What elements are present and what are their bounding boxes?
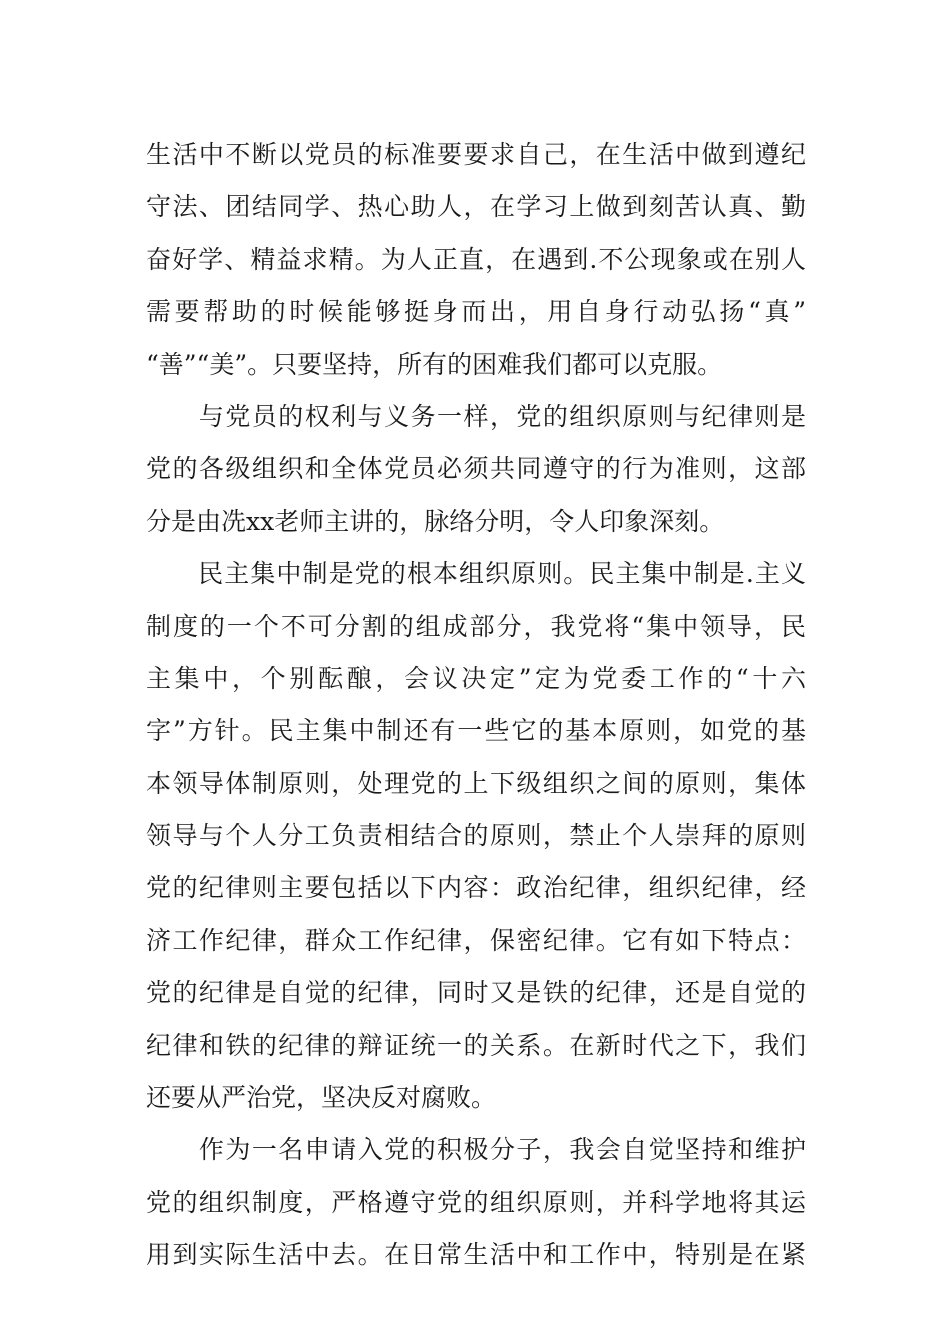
text-line: 奋好学、精益求精。为人正直，在遇到.不公现象或在别人 xyxy=(146,244,806,274)
text-line: 作为一名申请入党的积极分子，我会自觉坚持和维护 xyxy=(146,1135,806,1165)
text-line: “善”“美”。只要坚持，所有的困难我们都可以克服。 xyxy=(146,349,723,379)
text-line: 本领导体制原则，处理党的上下级组织之间的原则，集体 xyxy=(146,768,806,798)
text-line: 守法、团结同学、热心助人，在学习上做到刻苦认真、勤 xyxy=(146,192,806,222)
text-line: 分是由冼xx老师主讲的，脉络分明，令人印象深刻。 xyxy=(146,506,725,536)
text-line: 需要帮助的时候能够挺身而出，用自身行动弘扬“真” xyxy=(146,297,806,327)
text-line: 制度的一个不可分割的组成部分，我党将“集中领导，民 xyxy=(146,611,806,641)
body-text xyxy=(146,129,806,1282)
text-line: 与党员的权利与义务一样，党的组织原则与纪律则是 xyxy=(146,401,806,431)
text-line: 还要从严治党，坚决反对腐败。 xyxy=(146,1083,497,1113)
text-line: 生活中不断以党员的标准要要求自己，在生活中做到遵纪 xyxy=(146,140,806,169)
text-line: 用到实际生活中去。在日常生活中和工作中，特别是在紧 xyxy=(146,1240,806,1270)
text-line: 党的各级组织和全体党员必须共同遵守的行为准则，这部 xyxy=(146,454,806,484)
text-line: 党的组织制度，严格遵守党的组织原则，并科学地将其运 xyxy=(146,1187,806,1217)
text-line: 领导与个人分工负责相结合的原则，禁止个人崇拜的原则 xyxy=(146,821,806,851)
text-line: 党的纪律是自觉的纪律，同时又是铁的纪律，还是自觉的 xyxy=(146,978,806,1008)
text-line: 纪律和铁的纪律的辩证统一的关系。在新时代之下，我们 xyxy=(146,1030,806,1060)
text-line: 民主集中制是党的根本组织原则。民主集中制是.主义 xyxy=(146,559,806,589)
text-line: 济工作纪律，群众工作纪律，保密纪律。它有如下特点： xyxy=(146,925,806,955)
text-line: 字”方针。民主集中制还有一些它的基本原则，如党的基 xyxy=(146,716,806,746)
text-line: 党的纪律则主要包括以下内容：政治纪律，组织纪律，经 xyxy=(146,873,806,903)
text-line: 主集中，个别酝酿，会议决定”定为党委工作的“十六 xyxy=(146,663,806,693)
